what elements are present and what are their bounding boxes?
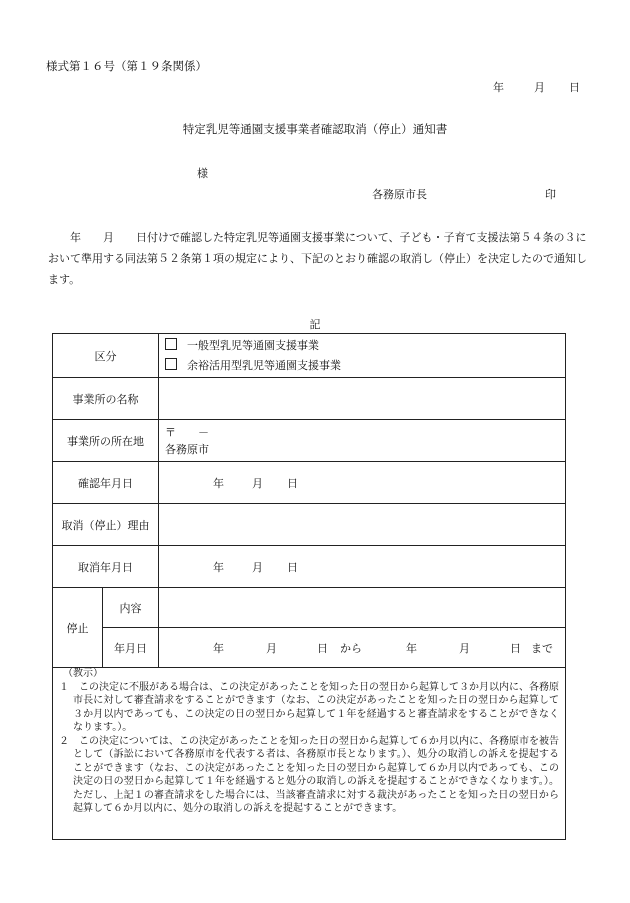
office-name-field[interactable]	[159, 378, 566, 420]
note-text: この決定については、この決定があったことを知った日の翌日から起算して６か月以内に、各務原市を被告として（訴訟において各務原市を代表する者は、各務原市長となります。）、処分の取消しの訴えを提起することができます（なお、この決定があったことを知った日の翌日から起算して６か月以内であっても、この決定の日の翌日から起算して１年を経過すると処分の取消しの訴えを提起することができなくなります。）。ただし、上記１の審査請求をした場合には、当該審査請求に対する裁決があったことを知った日の翌日から起算して６か月以内に、処分の取消しの訴えを提起することができます。	[73, 735, 559, 814]
suspend-content-field[interactable]	[159, 588, 566, 628]
notes-heading: （教示）	[63, 668, 103, 679]
suspend-label: 停止	[53, 588, 103, 668]
option-surplus[interactable]	[165, 356, 559, 376]
office-address-field[interactable]	[159, 420, 566, 462]
issue-date	[493, 79, 580, 95]
category-options	[159, 334, 566, 378]
office-name-label: 事業所の名称	[53, 378, 159, 420]
postal-code: 〒 －	[165, 425, 209, 439]
table-row	[53, 546, 566, 588]
checkbox-icon[interactable]	[165, 358, 177, 370]
note-text: この決定に不服がある場合は、この決定があったことを知った日の翌日から起算して３か月以内に、各務原市長に対して審査請求をすることができます（なお、この決定があったことを知った日の翌日から起算して３か月以内であっても、この決定の日の翌日から起算して１年を経過すると審査請求をすることができなくなります。）。	[73, 681, 559, 733]
table-row	[53, 504, 566, 546]
day-label: 日	[317, 641, 328, 655]
suspend-period-field[interactable]	[159, 628, 566, 668]
instruction-notes	[52, 665, 566, 840]
month-label: 月	[252, 476, 263, 490]
table-row	[53, 462, 566, 504]
body-text: 年 月 日付けで確認した特定乳児等通園支援事業について、子ども・子育て支援法第５４条の３において準用する同法第５２条第１項の規定により、下記のとおり確認の取消し（停止）を決定したので通知します。	[48, 231, 587, 286]
cancel-reason-field[interactable]	[159, 504, 566, 546]
date-year: 年	[493, 81, 504, 94]
table-row	[53, 628, 566, 668]
cancel-date-label: 取消年月日	[53, 546, 159, 588]
year-label: 年	[213, 560, 224, 574]
option-surplus-label: 余裕活用型乳児等通園支援事業	[187, 358, 341, 372]
category-label: 区分	[53, 334, 159, 378]
suspend-content-label: 内容	[103, 588, 159, 628]
month-label: 月	[459, 641, 470, 655]
table-row	[53, 378, 566, 420]
note-number: １	[59, 681, 69, 693]
seal-mark: 印	[545, 188, 556, 201]
month-label: 月	[252, 560, 263, 574]
year-label: 年	[213, 641, 224, 655]
date-month: 月	[534, 81, 545, 94]
addressee: 様	[197, 167, 208, 180]
checkbox-icon[interactable]	[165, 338, 177, 350]
table-row	[53, 420, 566, 462]
confirm-date-label: 確認年月日	[53, 462, 159, 504]
option-general-label: 一般型乳児等通園支援事業	[187, 338, 319, 352]
day-label: 日	[287, 560, 298, 574]
cancel-reason-label: 取消（停止）理由	[53, 504, 159, 546]
confirm-date-field[interactable]	[159, 462, 566, 504]
city-name: 各務原市	[165, 442, 209, 456]
month-label: 月	[266, 641, 277, 655]
date-day: 日	[569, 81, 580, 94]
suspend-ymd-label: 年月日	[103, 628, 159, 668]
from-label: から	[340, 641, 362, 655]
note-item	[59, 735, 559, 816]
day-label: 日	[287, 476, 298, 490]
issuer: 各務原市長	[372, 188, 427, 201]
document-title: 特定乳児等通園支援事業者確認取消（停止）通知書	[182, 122, 448, 136]
ki-label: 記	[309, 318, 321, 331]
until-label: まで	[531, 641, 553, 655]
day-label: 日	[510, 641, 521, 655]
table-row	[53, 588, 566, 628]
cancel-date-field[interactable]	[159, 546, 566, 588]
year-label: 年	[406, 641, 417, 655]
table-row	[53, 334, 566, 378]
details-table	[52, 333, 566, 668]
office-address-label: 事業所の所在地	[53, 420, 159, 462]
option-general[interactable]	[165, 336, 559, 356]
year-label: 年	[213, 476, 224, 490]
note-item	[59, 681, 559, 735]
note-number: ２	[59, 735, 69, 747]
form-number: 様式第１６号（第１９条関係）	[46, 59, 207, 73]
